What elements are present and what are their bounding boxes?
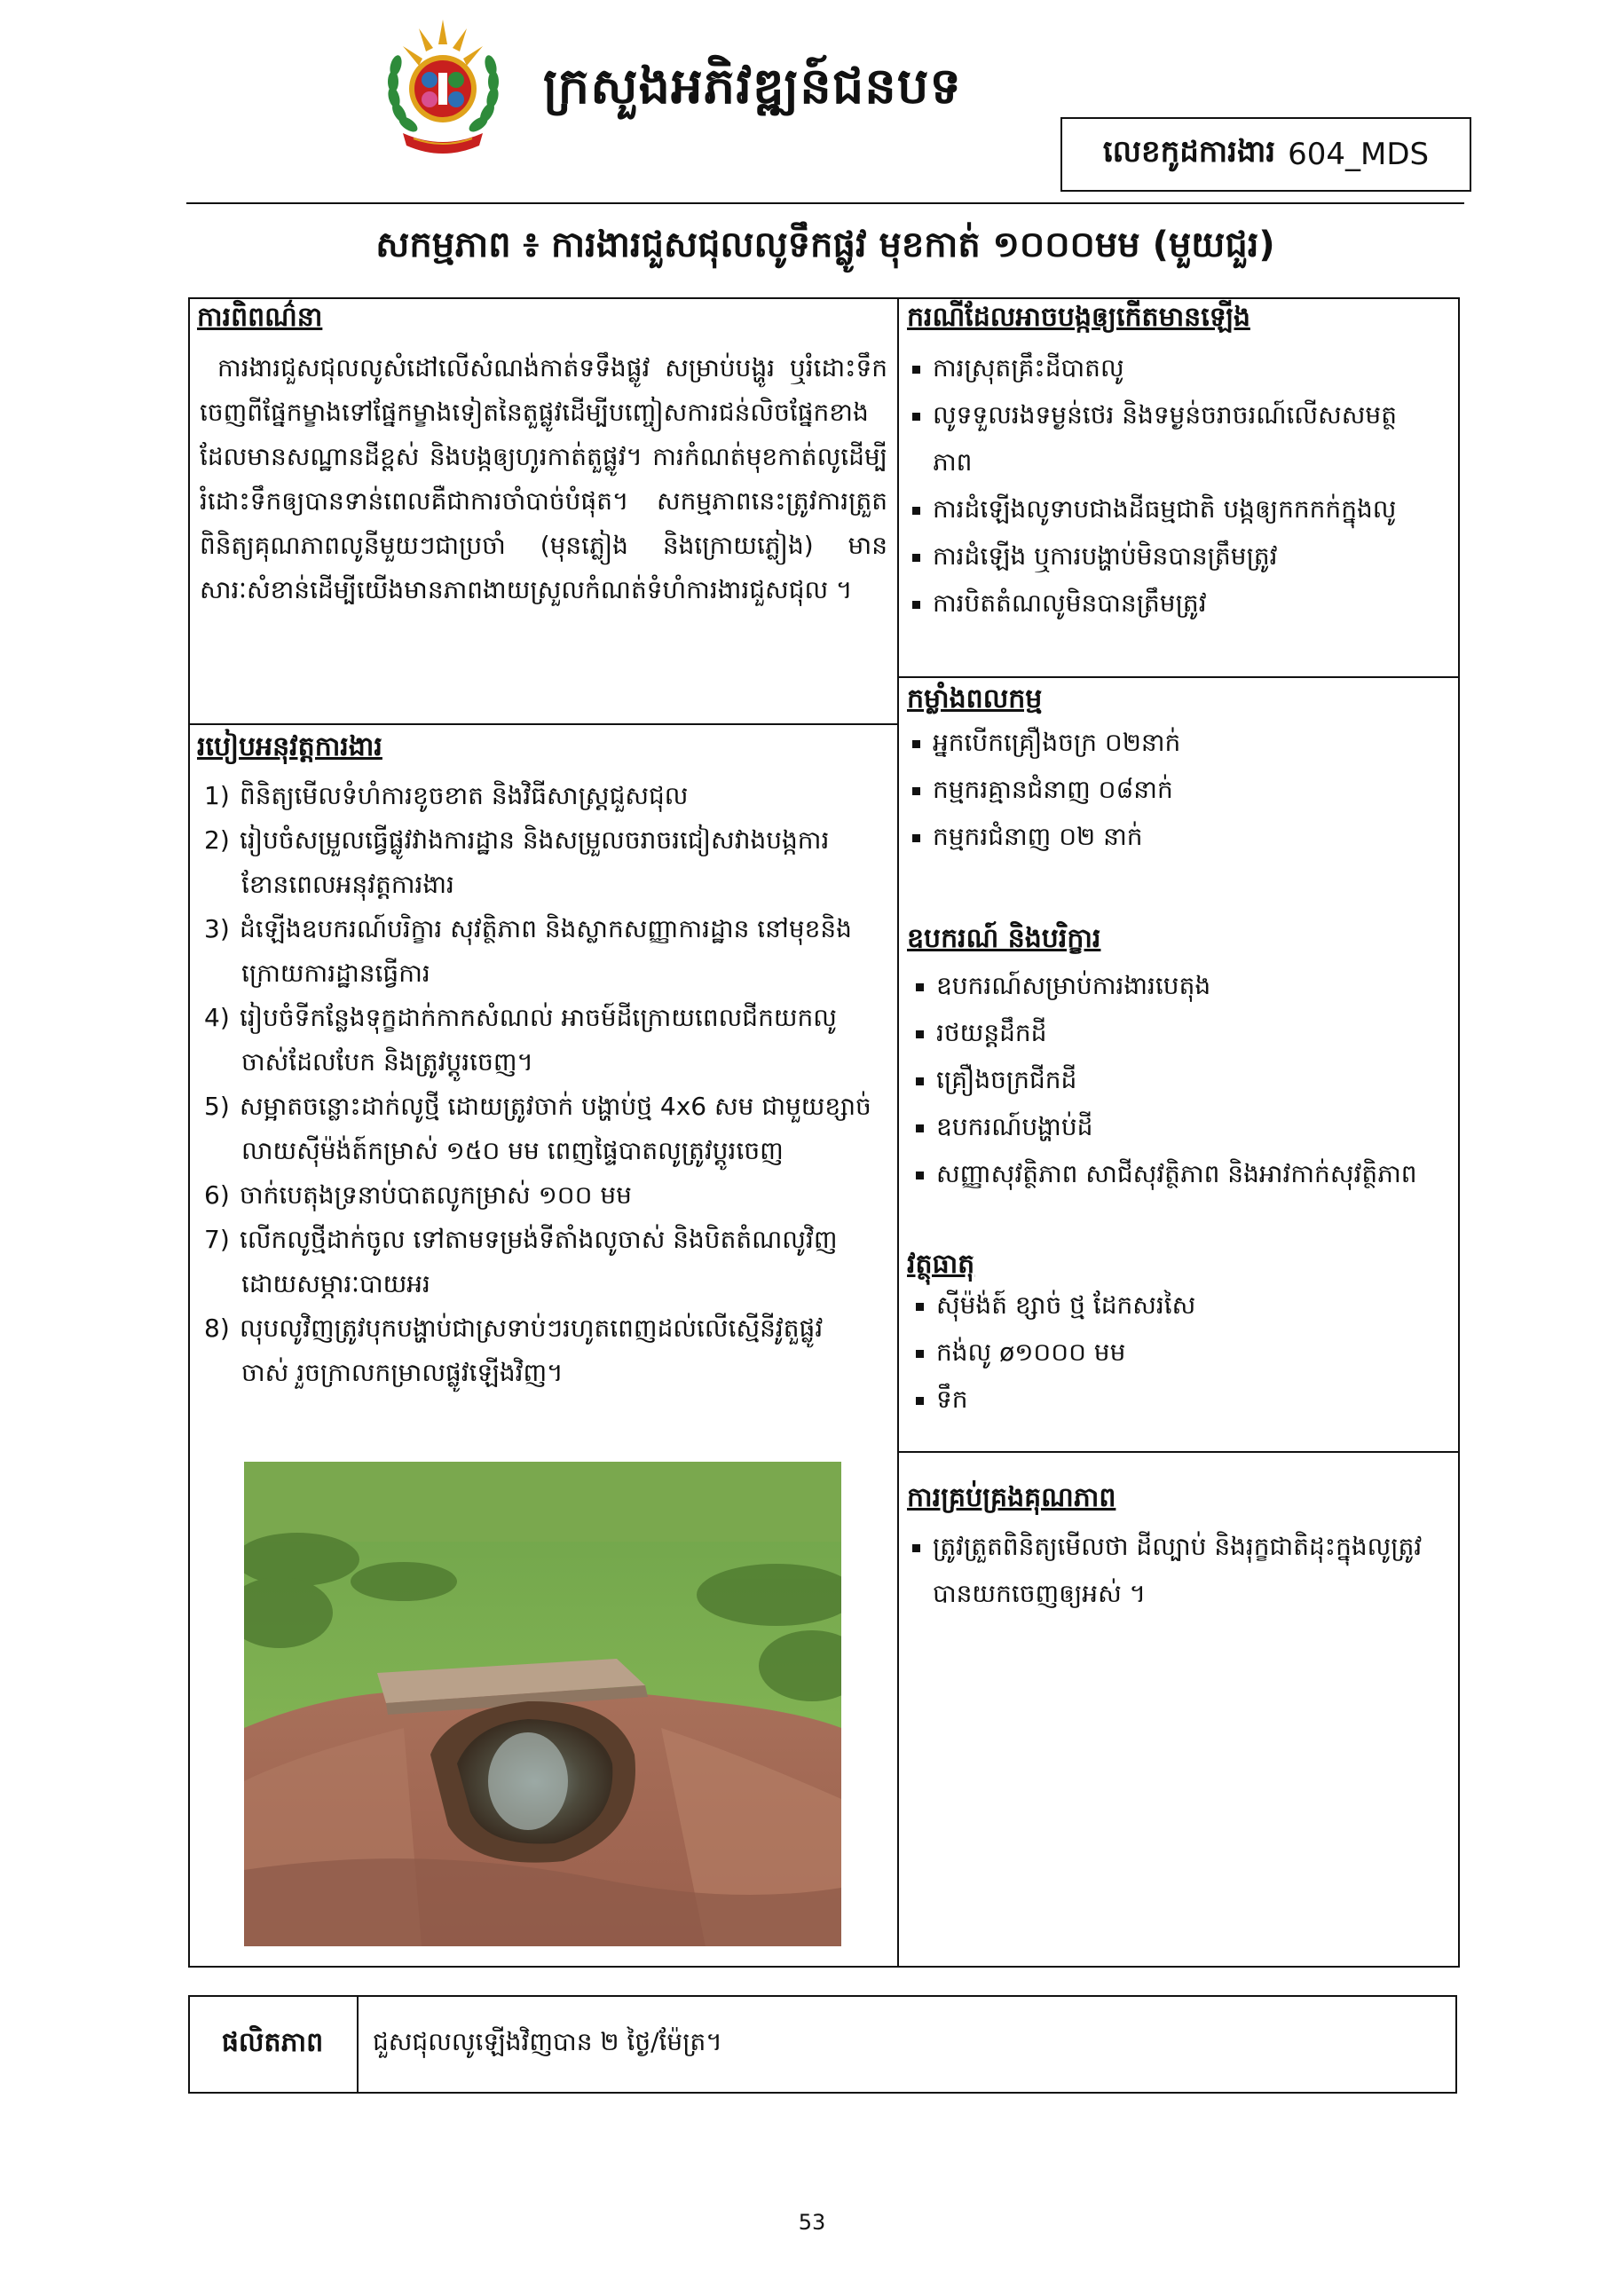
table-row-divider-left bbox=[188, 723, 899, 725]
equipment-heading: ឧបករណ៍ និងបរិក្ខារ bbox=[907, 923, 1101, 954]
method-step: 7) លើកលូថ្មីដាក់ចូល ទៅតាមទម្រង់ទីតាំងលូចាស់ និងបិតតំណលូវិញ ដោយសម្ភារៈបាយអរ bbox=[204, 1225, 838, 1298]
page-number: 53 bbox=[798, 2210, 826, 2235]
method-step: 5) សម្អាតចន្លោះដាក់លូថ្មី ដោយត្រូវចាក់ បង្ហាប់ថ្ម 4x6 សម ជាមួយខ្សាច់ លាយស៊ីម៉ង់ត៍កម្រាស់ ១៥០ មម ពេញផ្ទៃបាតលូត្រូវប្តូរចេញ bbox=[204, 1092, 871, 1165]
list-item: រថយន្តដឹកដី bbox=[916, 1009, 1457, 1056]
list-item: ត្រូវត្រួតពិនិត្យមើលថា ដីល្បាប់ និងរុក្ខជាតិដុះក្នុងលូត្រូវ bbox=[912, 1523, 1454, 1570]
list-item: កម្មករជំនាញ ០២ នាក់ bbox=[912, 813, 1454, 860]
table-row-divider-right-1 bbox=[897, 676, 1460, 678]
list-item: ទឹក bbox=[916, 1376, 1457, 1423]
table-column-divider bbox=[897, 297, 899, 1968]
method-step: 6) ចាក់បេតុងទ្រនាប់បាតលូកម្រាស់ ១០០ មម bbox=[204, 1180, 632, 1210]
list-item: ស៊ីម៉ង់ត៍ ខ្សាច់ ថ្ម ដែកសរសៃ bbox=[916, 1282, 1457, 1329]
work-code-label: លេខកូដការងារ bbox=[1102, 134, 1276, 170]
equipment-list bbox=[916, 962, 1457, 1197]
culvert-damage-photo bbox=[244, 1462, 841, 1946]
materials-list bbox=[916, 1282, 1457, 1423]
list-item: ការស្រុតគ្រឹះដីបាតលូ bbox=[912, 344, 1454, 391]
materials-heading: វត្ថុធាតុ bbox=[907, 1249, 975, 1280]
labor-list bbox=[912, 719, 1454, 860]
list-item: សញ្ញាសុវត្ថិភាព សាជីសុវត្ថិភាព និងអាវកាក់សុវត្ថិភាព bbox=[916, 1150, 1457, 1197]
labor-heading: កម្លាំងពលកម្ម bbox=[907, 683, 1043, 714]
work-code-box bbox=[1060, 117, 1471, 192]
list-item-continuation: ភាព bbox=[933, 447, 973, 477]
activity-title: សកម្មភាព ៖ ការងារជួសជុលលូទឹកផ្លូវ មុខកាត់ ១០០០មម (មួយជួរ) bbox=[375, 225, 1275, 265]
list-item: ការបិតតំណលូមិនបានត្រឹមត្រូវ bbox=[912, 580, 1454, 627]
ministry-logo bbox=[383, 20, 503, 162]
list-item: កង់លូ ø១០០០ មម bbox=[916, 1329, 1457, 1376]
list-item: ការដំឡើងលូទាបជាងដីធម្មជាតិ បង្កឲ្យកកកក់ក្នុងលូ bbox=[912, 485, 1454, 532]
description-text: ការងារជួសជុលលូសំដៅលើសំណង់កាត់ទទឹងផ្លូវ សម្រាប់បង្ហូរ ឬរំដោះទឹកចេញពីផ្នែកម្ខាងទៅផ្នែកម្ខាងទៀតនៃតួផ្លូវដើម្បីបញ្ចៀសការជន់លិចផ្នែកខាងដែលមានសណ្ឋានដីខ្ពស់ និងបង្កឲ្យហូរកាត់តួផ្លូវ។ ការកំណត់មុខកាត់លូដើម្បីរំដោះទឹកឲ្យបានទាន់ពេលគឺជាការចាំបាច់បំផុត។ សកម្មភាពនេះត្រូវការត្រួតពិនិត្យគុណភាពលូនីមួយៗជាប្រចាំ (មុនភ្លៀង និងក្រោយភ្លៀង) មានសារៈសំខាន់ដើម្បីយើងមានភាពងាយស្រួលកំណត់ទំហំការងារជួសជុល ។ bbox=[200, 353, 887, 604]
quality-list bbox=[912, 1523, 1454, 1617]
output-label: ផលិតភាព bbox=[221, 2026, 324, 2058]
output-table-divider bbox=[357, 1995, 359, 2094]
list-item: កម្មករគ្មានជំនាញ ០៨នាក់ bbox=[912, 766, 1454, 813]
ministry-title: ក្រសួងអភិវឌ្ឍន៍ជនបទ bbox=[543, 58, 962, 115]
description-heading: ការពិពណ៌នា bbox=[197, 302, 323, 333]
causes-heading: ករណីដែលអាចបង្កឲ្យកើតមានឡើង bbox=[907, 302, 1250, 333]
work-code-value: 604_MDS bbox=[1288, 137, 1430, 172]
output-text: ជួសជុលលូឡើងវិញបាន ២ ថ្ងៃ/ម៉ែត្រ។ bbox=[373, 2027, 722, 2056]
method-steps bbox=[204, 774, 892, 1395]
method-step: 4) រៀបចំទីកន្លែងទុក្ខដាក់កាកសំណល់ អាចម៍ដីក្រោយពេលជីកយកលូ ចាស់ដែលបែក និងត្រូវប្តូរចេញ។ bbox=[204, 1003, 837, 1077]
list-item: ឧបករណ៍បង្ហាប់ដី bbox=[916, 1103, 1457, 1150]
list-item: ការដំឡើង ឬការបង្ហាប់មិនបានត្រឹមត្រូវ bbox=[912, 532, 1454, 580]
quality-heading: ការគ្រប់គ្រងគុណភាព bbox=[907, 1482, 1116, 1513]
method-step: 8) លុបលូវិញត្រូវបុកបង្ហាប់ជាស្រទាប់ៗរហូតពេញដល់លើស្មើនីវូតួផ្លូវ ចាស់ រួចក្រាលកម្រាលផ្លូវឡើងវិញ។ bbox=[204, 1314, 824, 1387]
method-step: 1) ពិនិត្យមើលទំហំការខូចខាត និងវិធីសាស្ត្រជួសជុល bbox=[204, 781, 689, 810]
list-item-continuation: បានយកចេញឲ្យអស់ ។ bbox=[933, 1579, 1147, 1608]
header-divider bbox=[186, 202, 1464, 204]
list-item: ឧបករណ៍សម្រាប់ការងារបេតុង bbox=[916, 962, 1457, 1009]
list-item: លូទទួលរងទម្ងន់ថេរ និងទម្ងន់ចរាចរណ៍លើសសមត្ថ bbox=[912, 391, 1454, 438]
table-row-divider-right-2 bbox=[897, 1451, 1460, 1453]
method-heading: របៀបអនុវត្តការងារ bbox=[197, 731, 382, 762]
list-item: គ្រឿងចក្រជីកដី bbox=[916, 1056, 1457, 1103]
list-item: អ្នកបើកគ្រឿងចក្រ ០២នាក់ bbox=[912, 719, 1454, 766]
method-step: 3) ដំឡើងឧបករណ៍បរិក្ខារ សុវត្ថិភាព និងស្លាកសញ្ញាការដ្ឋាន នៅមុខនិង ក្រោយការដ្ឋានធ្វើការ bbox=[204, 914, 852, 988]
method-step: 2) រៀបចំសម្រួលធ្វើផ្លូវវាងការដ្ឋាន និងសម្រួលចរាចរជៀសវាងបង្កការ ខែានពេលអនុវត្តការងារ bbox=[204, 825, 830, 899]
causes-list bbox=[912, 344, 1454, 627]
